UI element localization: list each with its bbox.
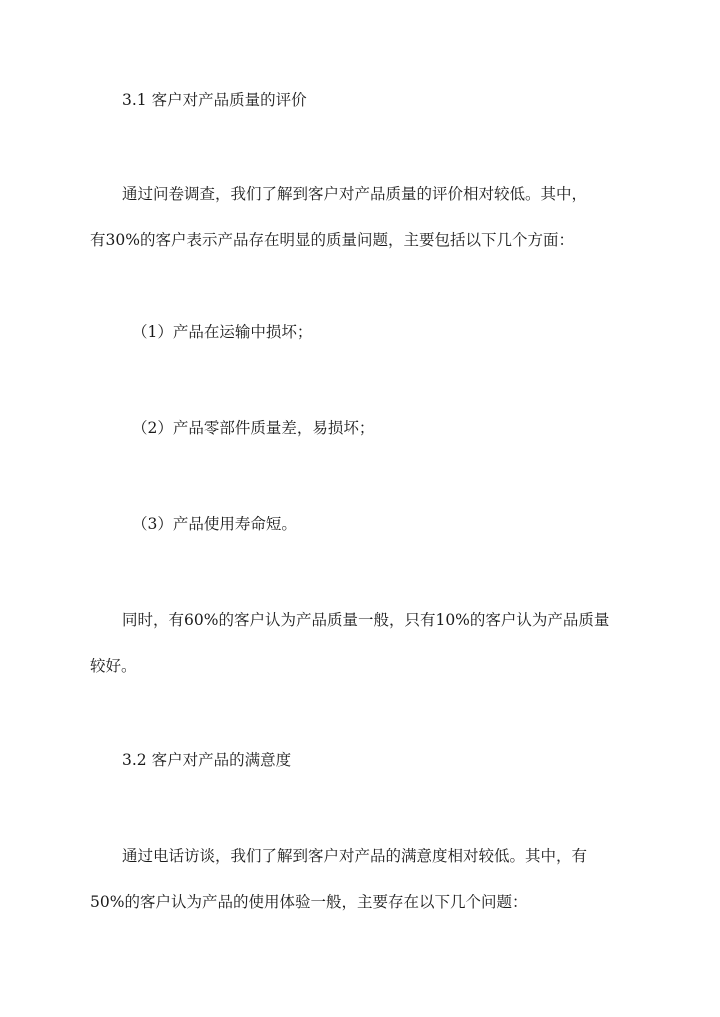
paragraph-line: 较好。 — [90, 657, 137, 675]
paragraph-line: 50%的客户认为产品的使用体验一般，主要存在以下几个问题： — [90, 893, 528, 911]
paragraph-line: 同时，有60%的客户认为产品质量一般，只有10%的客户认为产品质量 — [122, 611, 610, 629]
list-item: （3）产品使用寿命短。 — [132, 515, 297, 533]
section-heading-3-1: 3.1 客户对产品质量的评价 — [122, 91, 307, 109]
paragraph-line: 有30%的客户表示产品存在明显的质量问题，主要包括以下几个方面： — [90, 231, 574, 249]
paragraph-line: 通过电话访谈，我们了解到客户对产品的满意度相对较低。其中，有 — [122, 847, 588, 865]
list-item: （2）产品零部件质量差，易损坏； — [132, 419, 375, 437]
section-heading-3-2: 3.2 客户对产品的满意度 — [122, 751, 292, 769]
paragraph-line: 通过问卷调查，我们了解到客户对产品质量的评价相对较低。其中， — [122, 185, 588, 203]
list-item: （1）产品在运输中损坏； — [132, 323, 313, 341]
